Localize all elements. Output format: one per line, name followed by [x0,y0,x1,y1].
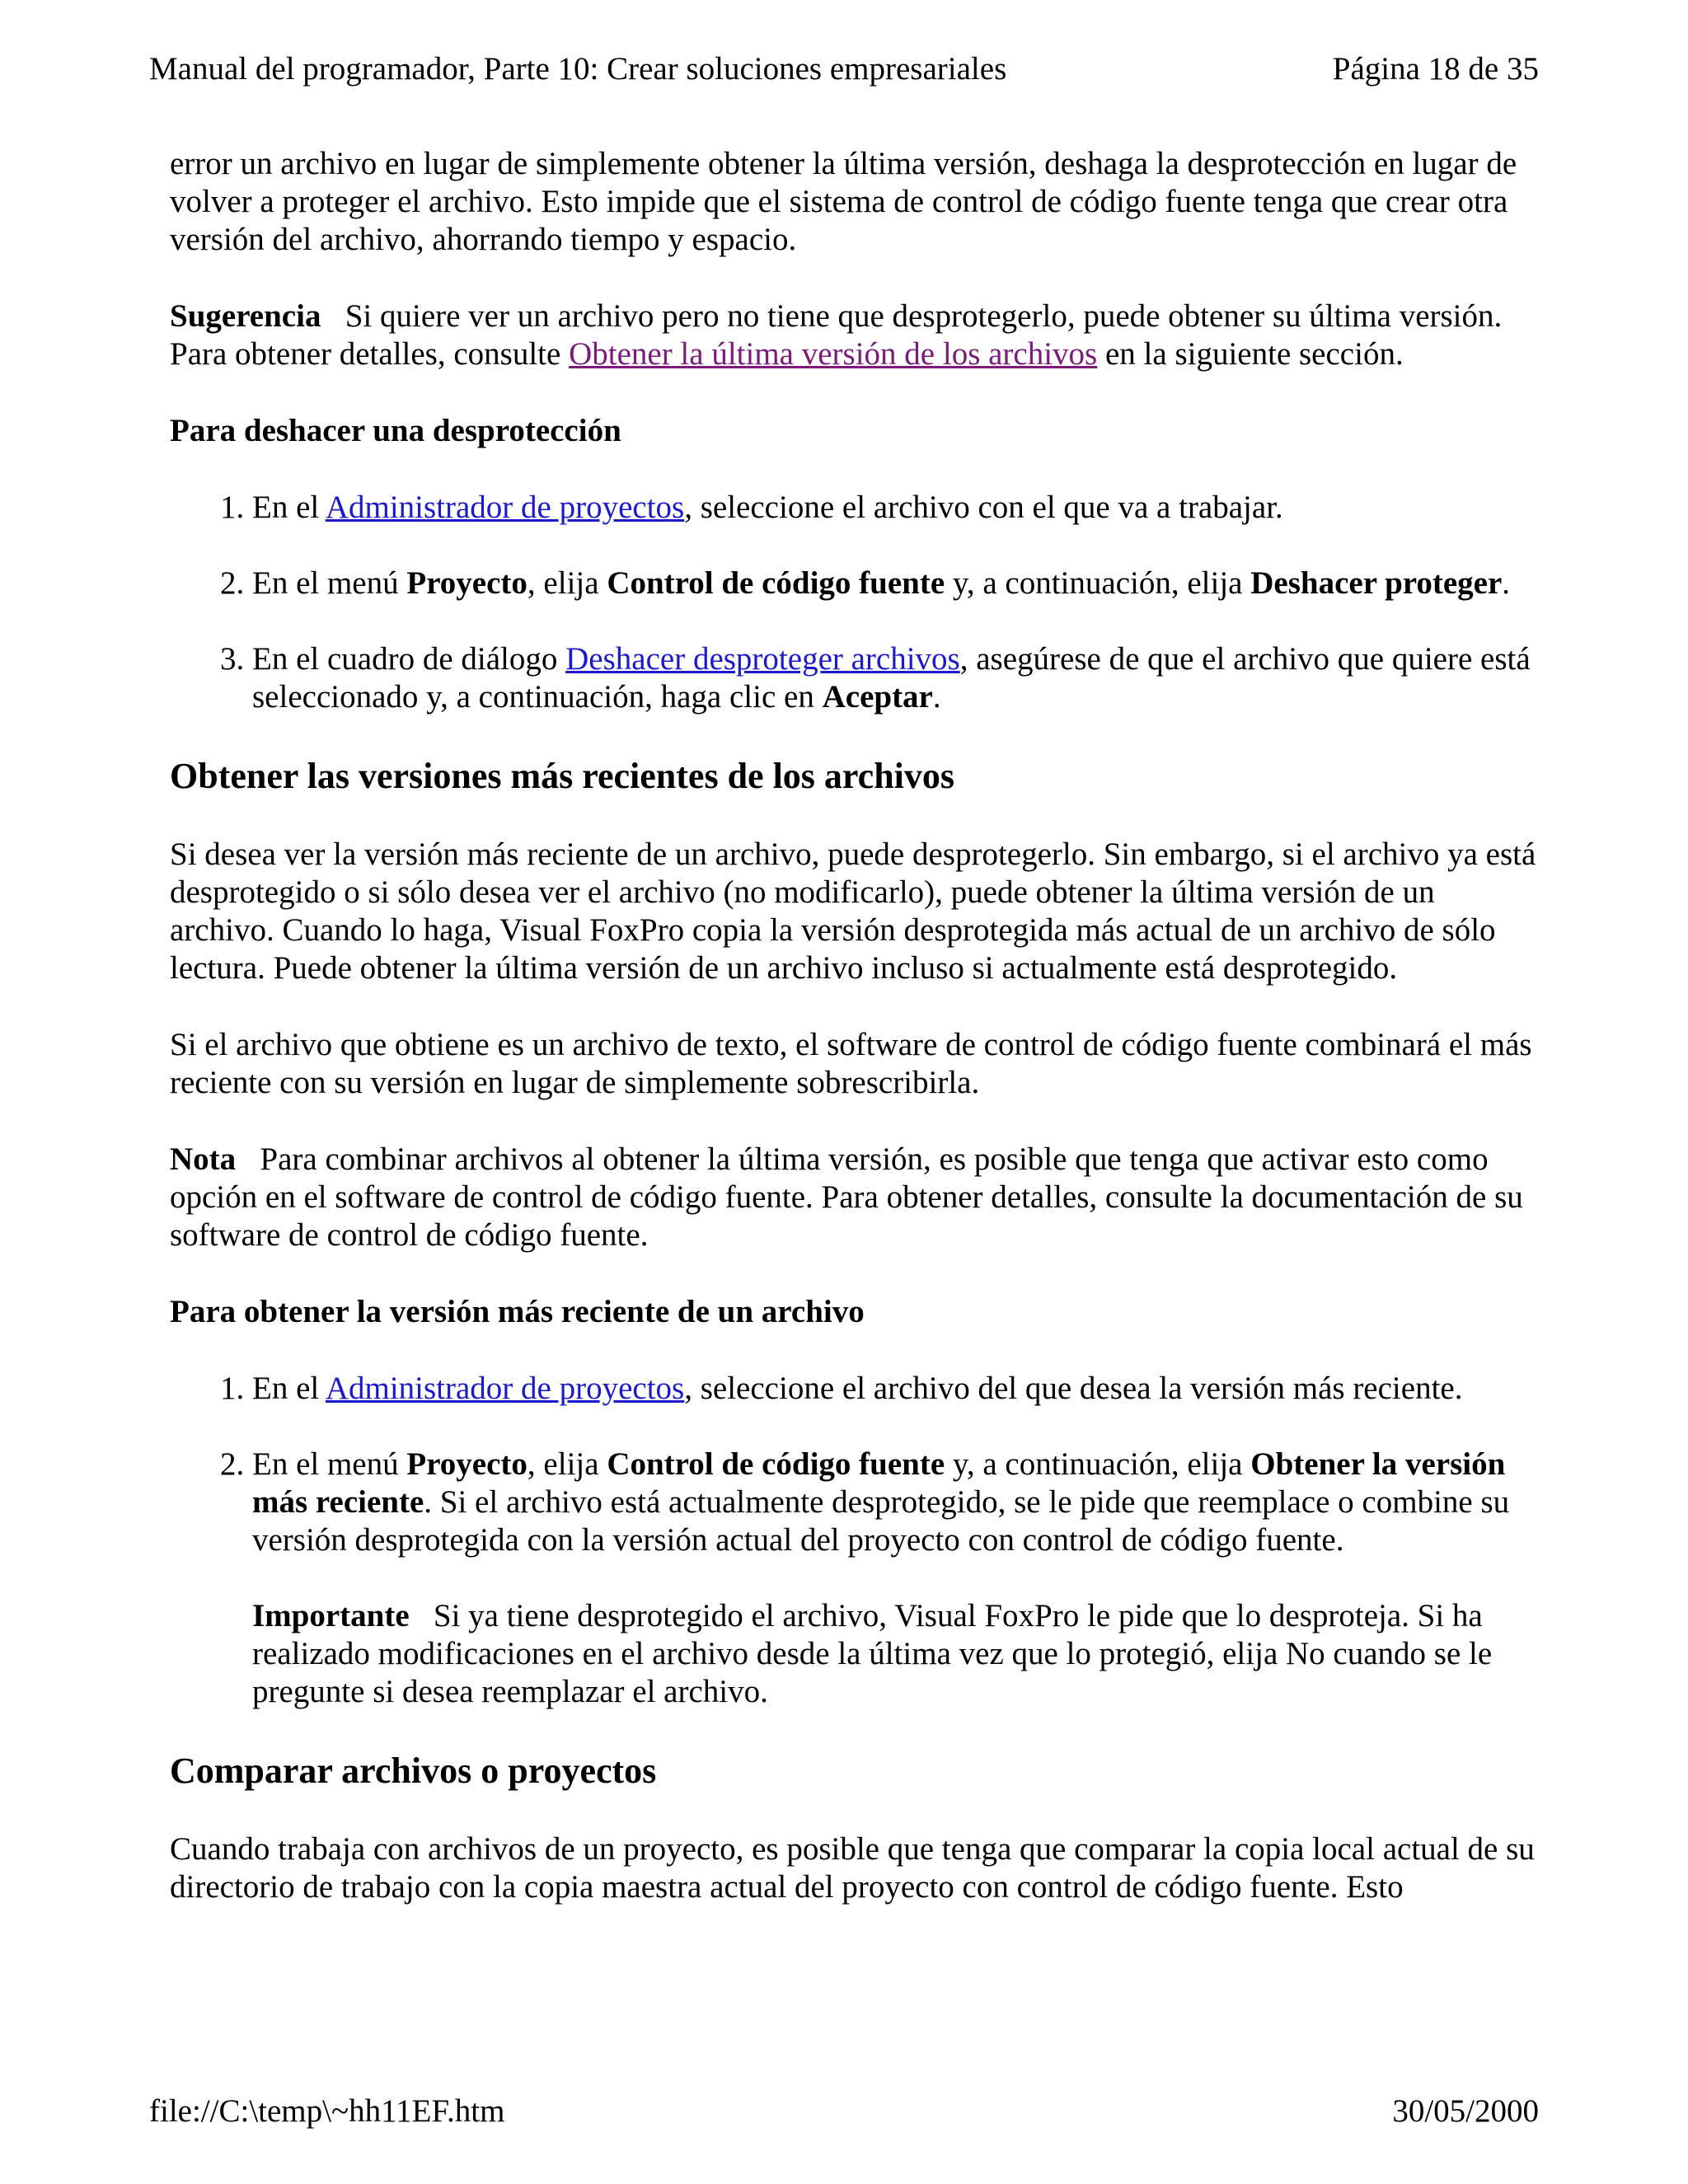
project-manager-link[interactable]: Administrador de proyectos [325,1371,685,1406]
print-date: 30/05/2000 [1392,2093,1539,2129]
important-paragraph [252,1597,1538,1711]
note-label: Nota [170,1141,237,1177]
step-text: , elija [527,565,607,601]
step-text: . Si el archivo está actualmente desprotegido, se le pide que reemplace o combine su versión desprotegida con la versión actual del proyecto con control de código fuente. [252,1484,1510,1558]
step-text: En el cuadro de diálogo [252,641,566,677]
file-path: file://C:\temp\~hh11EF.htm [149,2093,505,2129]
latest-steps [170,1370,1538,1711]
undo-steps [170,489,1538,716]
get-latest-version-link[interactable]: Obtener la última versión de los archivos [569,336,1098,372]
step-text: , seleccione el archivo con el que va a trabajar. [684,490,1283,525]
undo-checkout-dialog-link[interactable]: Deshacer desproteger archivos [565,641,960,677]
latest-step-2 [252,1446,1538,1711]
menu-item: Control de código fuente [607,565,945,601]
tip-paragraph [170,298,1538,373]
menu-name: Proyecto [406,565,528,601]
step-text: , asegúrese de que el archivo que quiere está seleccionado y, a continuación, haga clic en [252,641,1531,715]
latest-paragraph-1: Si desea ver la versión más reciente de un archivo, puede desprotegerlo. Sin embargo, si el archivo ya está desprotegido o si sólo desea ver el archivo (no modificarlo), puede obtener la última versión de un archivo. Cuando lo haga, Visual FoxPro copia la versión desprotegida más actual de un archivo de sólo lectura. Puede obtener la última versión de un archivo incluso si actualmente está desprotegido. [170,837,1536,986]
page-number: Página 18 de 35 [1332,51,1539,87]
running-header [149,53,1539,85]
step-text: En el [252,1371,326,1406]
latest-versions-heading: Obtener las versiones más recientes de los archivos [170,756,955,796]
undo-step-3 [252,640,1538,716]
latest-step-1 [252,1370,1538,1408]
compare-heading: Comparar archivos o proyectos [170,1750,657,1791]
document-title: Manual del programador, Parte 10: Crear soluciones empresariales [149,51,1007,87]
undo-step-2 [252,565,1538,602]
latest-paragraph-2: Si el archivo que obtiene es un archivo de texto, el software de control de código fuente combinará el más reciente con su versión en lugar de simplemente sobrescribirla. [170,1027,1532,1100]
step-text: y, a continuación, elija [945,565,1251,601]
step-text: y, a continuación, elija [945,1446,1251,1482]
menu-name: Proyecto [406,1446,528,1482]
tip-text: Si quiere ver un archivo pero no tiene que desprotegerlo, puede obtener su última versión. Para obtener detalles, consulte [170,298,1503,372]
important-text: Si ya tiene desprotegido el archivo, Visual FoxPro le pide que lo desproteja. Si ha realizado modificaciones en el archivo desde la última vez que lo protegió, elija No cuando se le pregunte si desea reemplazar el archivo. [252,1598,1493,1709]
step-text: , seleccione el archivo del que desea la versión más reciente. [684,1371,1463,1406]
step-text: En el menú [252,565,407,601]
step-text: . [1502,565,1511,601]
project-manager-link[interactable]: Administrador de proyectos [325,490,685,525]
running-footer [149,2095,1539,2127]
note-paragraph [170,1141,1538,1254]
step-text: . [932,679,941,715]
tip-text-after: en la siguiente sección. [1097,336,1404,372]
undo-step-1 [252,489,1538,527]
document-body [170,145,1538,1945]
tip-label: Sugerencia [170,298,321,334]
menu-item: Control de código fuente [607,1446,945,1482]
intro-paragraph: error un archivo en lugar de simplemente obtener la última versión, deshaga la desprotección en lugar de volver a proteger el archivo. Esto impide que el sistema de control de código fuente tenga que crear otra versión del archivo, ahorrando tiempo y espacio. [170,146,1517,257]
important-label: Importante [252,1598,410,1633]
menu-command: Obtener la versión más reciente [252,1446,1506,1520]
step-text: , elija [527,1446,607,1482]
menu-command: Deshacer proteger [1250,565,1503,601]
latest-procedure-title: Para obtener la versión más reciente de un archivo [170,1294,865,1329]
note-text: Para combinar archivos al obtener la última versión, es posible que tenga que activar esto como opción en el software de control de código fuente. Para obtener detalles, consulte la documentación de su software de control de código fuente. [170,1141,1523,1253]
step-text: En el menú [252,1446,407,1482]
compare-paragraph-1: Cuando trabaja con archivos de un proyecto, es posible que tenga que comparar la copia local actual de su directorio de trabajo con la copia maestra actual del proyecto con control de código fuente. Esto [170,1831,1535,1905]
button-name: Aceptar [822,679,933,715]
step-text: En el [252,490,326,525]
undo-procedure-title: Para deshacer una desprotección [170,413,621,448]
